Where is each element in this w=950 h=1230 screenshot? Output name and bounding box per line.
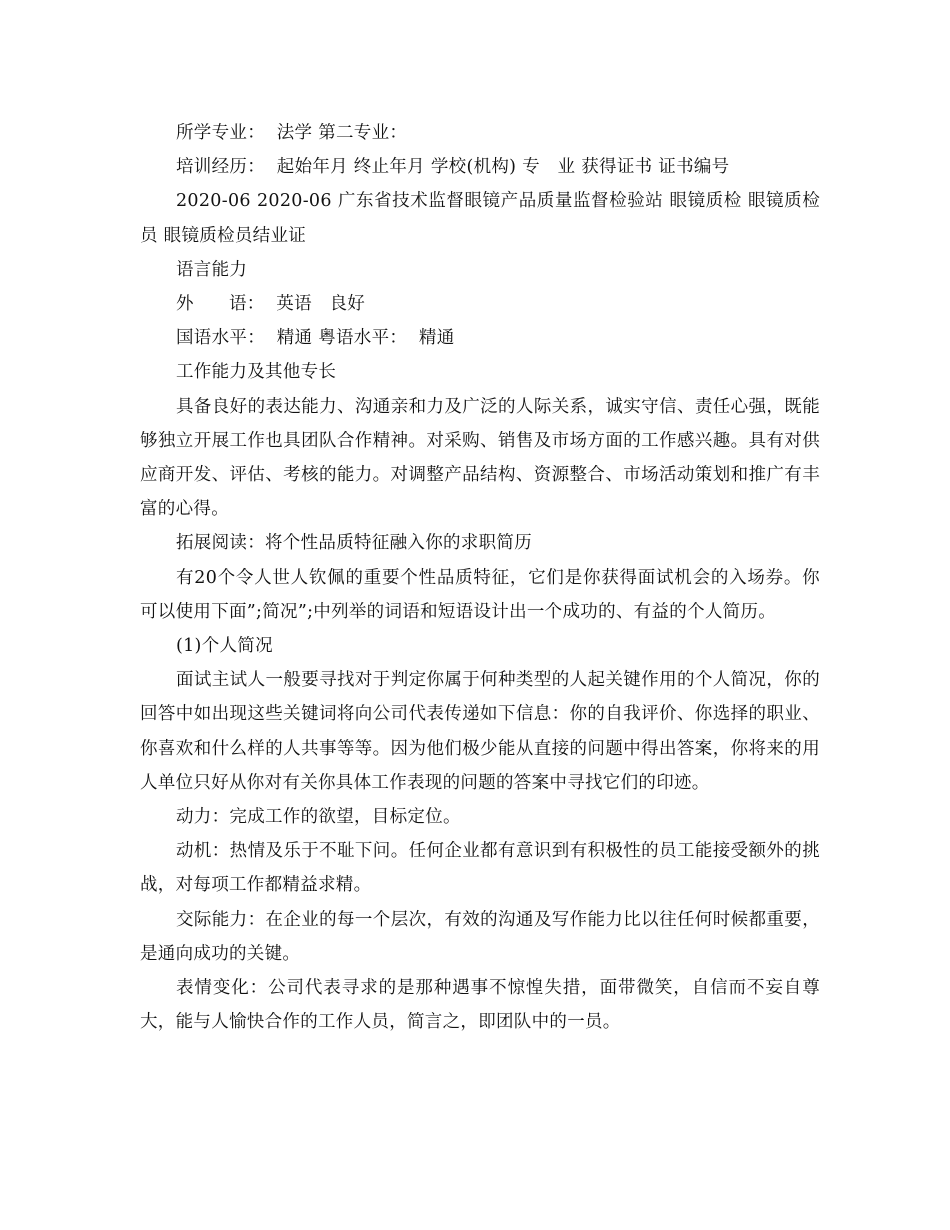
paragraph-training-record: 2020-06 2020-06 广东省技术监督眼镜产品质量监督检验站 眼镜质检 眼镜质检员 眼镜质检员结业证 — [140, 191, 820, 246]
paragraph-expression: 表情变化：公司代表寻求的是那种遇事不惊惶失措，面带微笑，自信而不妄自尊大，能与人愉快合作的工作人员，简言之，即团队中的一员。 — [140, 978, 820, 1033]
paragraph-skills: 具备良好的表达能力、沟通亲和力及广泛的人际关系，诚实守信、责任心强，既能够独立开展工作也具团队合作精神。对采购、销售及市场方面的工作感兴趣。具有对供应商开发、评估、考核的能力。对调整产品结构、资源整合、市场活动策划和推广有丰富的心得。 — [140, 396, 820, 520]
paragraph-motivation: 动机：热情及乐于不耻下问。任何企业都有意识到有积极性的员工能接受额外的挑战，对每项工作都精益求精。 — [140, 841, 820, 896]
section-heading-extended-reading: 拓展阅读：将个性品质特征融入你的求职简历 — [176, 533, 532, 554]
section-heading-language: 语言能力 — [176, 259, 248, 280]
paragraph-dialect-level: 国语水平： 精通 粤语水平： 精通 — [176, 328, 455, 349]
paragraph-intro: 有20个令人世人钦佩的重要个性品质特征，它们是你获得面试机会的入场券。你可以使用下面”;简况”;中列举的词语和短语设计出一个成功的、有益的个人简历。 — [140, 567, 820, 622]
section-heading-profile: (1)个人简况 — [176, 636, 273, 657]
paragraph-profile: 面试主试人一般要寻找对于判定你属于何种类型的人起关键作用的个人简况，你的回答中如出现这些关键词将向公司代表传递如下信息：你的自我评价、你选择的职业、你喜欢和什么样的人共事等等。因为他们极少能从直接的问题中得出答案，你将来的用人单位只好从你对有关你具体工作表现的问题的答案中寻找它们的印迹。 — [140, 670, 820, 793]
section-heading-skills: 工作能力及其他专长 — [176, 362, 337, 383]
paragraph-training-header: 培训经历： 起始年月 终止年月 学校(机构) 专 业 获得证书 证书编号 — [176, 157, 730, 178]
paragraph-communication: 交际能力：在企业的每一个层次，有效的沟通及写作能力比以往任何时候都重要，是通向成功的关键。 — [140, 909, 820, 964]
paragraph-foreign-language: 外 语： 英语 良好 — [176, 294, 366, 315]
paragraph-drive: 动力：完成工作的欲望，目标定位。 — [176, 807, 461, 828]
document-body — [140, 116, 820, 1039]
paragraph-major: 所学专业： 法学 第二专业： — [176, 123, 408, 143]
